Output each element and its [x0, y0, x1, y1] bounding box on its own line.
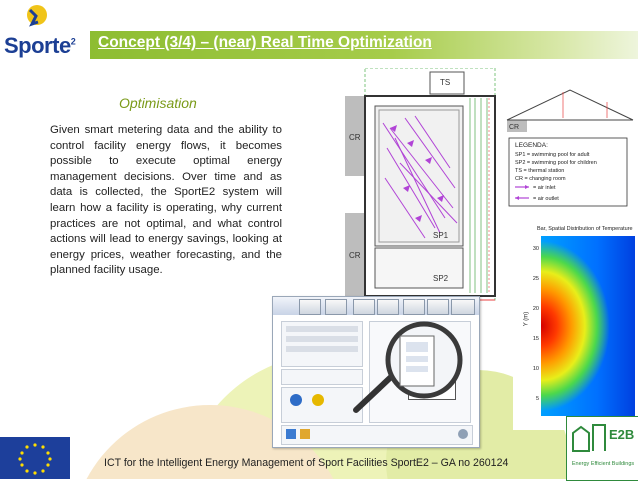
tab-general-info[interactable]	[299, 299, 321, 315]
help-icon[interactable]	[458, 429, 468, 439]
legend-item-5: = air inlet	[533, 185, 556, 191]
section-subtitle: Optimisation	[119, 95, 197, 111]
legend-item-4: CR = changing room	[515, 176, 566, 182]
temperature-heatmap	[513, 224, 638, 430]
tab-preliminary[interactable]	[451, 299, 475, 315]
tab-internal[interactable]	[353, 299, 375, 315]
cr-label-top: CR	[349, 133, 361, 142]
sporte2-logo	[0, 0, 84, 66]
footer-text: ICT for the Intelligent Energy Management of Sport Facilities SportE2 – GA no 260124	[104, 457, 509, 469]
sp1-label: SP1	[433, 231, 449, 240]
floor-plan-diagram	[345, 68, 510, 305]
legend-diagram	[505, 80, 638, 210]
tab-construction[interactable]	[325, 299, 347, 315]
legend-item-6: = air outlet	[533, 196, 559, 202]
eu-flag-icon	[0, 437, 70, 479]
reference-panel	[281, 369, 363, 385]
section-cr-label: CR	[509, 124, 520, 131]
site-information-panel	[281, 321, 363, 367]
legend-item-1: SP1 = swimming pool for adult	[515, 152, 590, 158]
save-icon[interactable]	[286, 429, 296, 439]
legend-item-3: TS = thermal station	[515, 168, 565, 174]
heatmap-y-label: Y (m)	[523, 311, 530, 327]
meteo-data-panel	[281, 387, 363, 423]
logo-sup: 2	[70, 36, 76, 47]
e2b-caption: Energy Efficient Buildings	[571, 461, 635, 467]
heatmap-field	[541, 236, 635, 416]
sun-icon[interactable]	[312, 394, 324, 406]
open-icon[interactable]	[300, 429, 310, 439]
meteo-icon[interactable]	[290, 394, 302, 406]
cr-label-bottom: CR	[349, 251, 361, 260]
e2b-badge	[566, 416, 638, 481]
legend-item-2: SP2 = swimming pool for children	[515, 160, 597, 166]
tab-fixtures[interactable]	[403, 299, 425, 315]
slide-title: Concept (3/4) – (near) Real Time Optimization	[98, 34, 432, 51]
body-paragraph: Given smart metering data and the ability to control facility energy flows, it becomes possible to execute optimal energy management decisions. Over time and as data is collected, the SportE2 system will learn how a facility is operating, why current practices are not optimal, and what control actions will lead to energy savings, looking at energy prices, weather forecasting, and the planned facility usage.	[50, 124, 282, 277]
tab-users[interactable]	[377, 299, 399, 315]
comments-menu	[281, 425, 473, 445]
e2b-label: E2B	[609, 427, 635, 442]
ts-label: TS	[440, 78, 451, 87]
logo-text: Sporte	[4, 33, 71, 58]
tab-profiles[interactable]	[427, 299, 449, 315]
heatmap-title: Bar, Spatial Distribution of Temperature	[537, 226, 633, 232]
heatmap-y-ticks: 30 25 20 15 10 5	[532, 246, 539, 402]
magnifier-icon	[352, 318, 470, 428]
legend-title: LEGENDA:	[515, 142, 548, 149]
sp2-label: SP2	[433, 274, 449, 283]
